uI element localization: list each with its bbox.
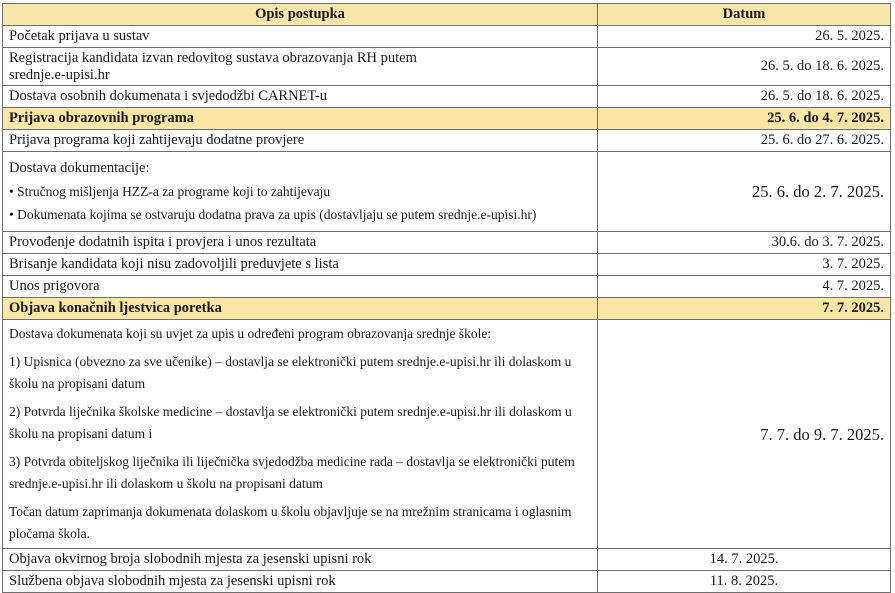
row-description-docs [3, 152, 598, 232]
table-row [3, 254, 891, 276]
table-row [3, 549, 891, 571]
docs-bullet: • Dokumenata kojima se ostvaruju dodatna prava za upis (dostavljaju se putem srednje.e-upisi.hr) [9, 207, 537, 222]
enrollment-note: Točan datum zaprimanja dokumenata dolaskom u školu objavljuje se na mrežnim stranicama i oglasnim pločama škola. [9, 504, 572, 541]
row-date: 30.6. do 3. 7. 2025. [598, 232, 891, 254]
table-row [3, 86, 891, 108]
table-header-row [3, 4, 891, 26]
row-date: 3. 7. 2025. [598, 254, 891, 276]
row-date: 25. 6. do 27. 6. 2025. [598, 130, 891, 152]
row-description: Registracija kandidata izvan redovitog sustava obrazovanja RH putem srednje.e-upisi.hr [3, 48, 598, 86]
row-date: 4. 7. 2025. [598, 276, 891, 298]
table-row [3, 276, 891, 298]
row-description: Službena objava slobodnih mjesta za jesenski upisni rok [3, 571, 598, 593]
table-row [3, 48, 891, 86]
row-date: 7. 7. do 9. 7. 2025. [598, 320, 891, 549]
row-description: Objava konačnih ljestvica poretka [3, 298, 598, 320]
row-date: 26. 5. do 18. 6. 2025. [598, 86, 891, 108]
row-date: 26. 5. do 18. 6. 2025. [598, 48, 891, 86]
schedule-table [2, 3, 891, 593]
row-date: 25. 6. do 4. 7. 2025. [598, 108, 891, 130]
table-row [3, 130, 891, 152]
table-row [3, 152, 891, 232]
table-row [3, 26, 891, 48]
enrollment-item: 3) Potvrda obiteljskog liječnika ili liječnička svjedodžba medicine rada – dostavlja se elektronički putem srednje.e-upisi.hr ili dolaskom u školu na propisani datum [9, 454, 575, 491]
table-row [3, 571, 891, 593]
row-description-enrollment-docs [3, 320, 598, 549]
row-date: 26. 5. 2025. [598, 26, 891, 48]
row-description: Provođenje dodatnih ispita i provjera i unos rezultata [3, 232, 598, 254]
row-description: Dostava osobnih dokumenata i svjedodžbi CARNET-u [3, 86, 598, 108]
row-date: 14. 7. 2025. [598, 549, 891, 571]
header-description: Opis postupka [3, 4, 598, 26]
row-description: Prijava programa koji zahtijevaju dodatne provjere [3, 130, 598, 152]
row-description: Brisanje kandidata koji nisu zadovoljili preduvjete s lista [3, 254, 598, 276]
header-date: Datum [598, 4, 891, 26]
table-row [3, 320, 891, 549]
table-row-highlighted [3, 298, 891, 320]
row-description: Početak prijava u sustav [3, 26, 598, 48]
row-description: Unos prigovora [3, 276, 598, 298]
row-description: Prijava obrazovnih programa [3, 108, 598, 130]
docs-title: Dostava dokumentacije: [9, 160, 150, 176]
table-row-highlighted [3, 108, 891, 130]
table-row [3, 232, 891, 254]
row-date: 25. 6. do 2. 7. 2025. [598, 152, 891, 232]
row-date: 11. 8. 2025. [598, 571, 891, 593]
enrollment-item: 2) Potvrda liječnika školske medicine – dostavlja se elektronički putem srednje.e-upisi.hr ili dolaskom u školu na propisani datum i [9, 404, 572, 441]
row-description: Objava okvirnog broja slobodnih mjesta za jesenski upisni rok [3, 549, 598, 571]
docs-bullet: • Stručnog mišljenja HZZ-a za programe koji to zahtijevaju [9, 184, 331, 199]
enrollment-item: 1) Upisnica (obvezno za sve učenike) – dostavlja se elektronički putem srednje.e-upisi.hr ili dolaskom u školu na propisani datum [9, 354, 572, 391]
enrollment-intro: Dostava dokumenata koji su uvjet za upis u određeni program obrazovanja srednje škole: [9, 326, 492, 341]
row-date: 7. 7. 2025. [598, 298, 891, 320]
